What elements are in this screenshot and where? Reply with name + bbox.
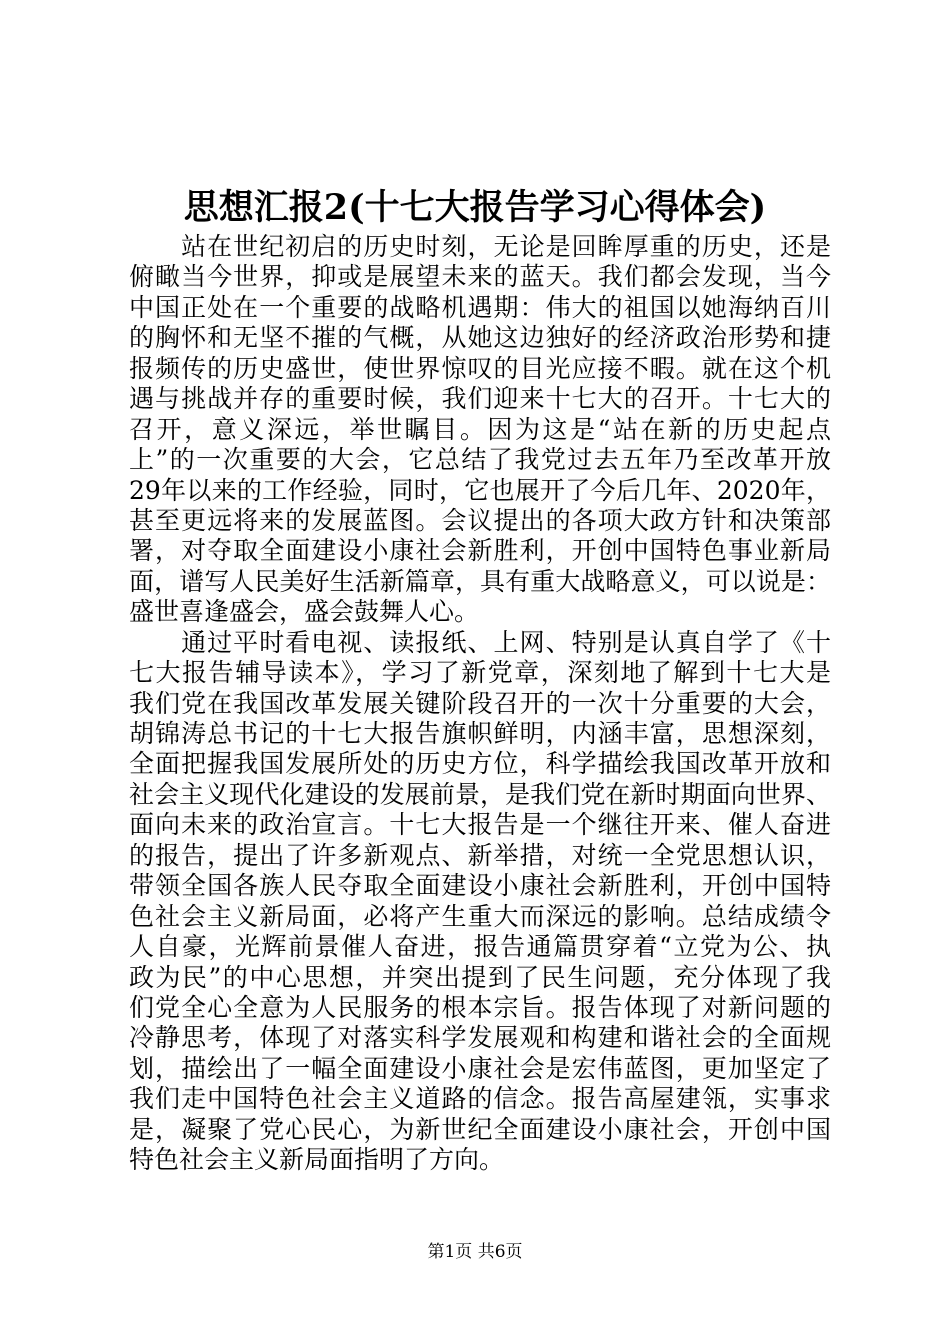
text-line: 划，描绘出了一幅全面建设小康社会是宏伟蓝图，更加坚定了: [129, 1053, 831, 1083]
text-line: 遇与挑战并存的重要时候，我们迎来十七大的召开。十七大的: [129, 384, 831, 414]
text-line: 我们党在我国改革发展关键阶段召开的一次十分重要的大会，: [129, 688, 831, 718]
text-line: 人自豪，光辉前景催人奋进，报告通篇贯穿着“立党为公、执: [129, 932, 831, 962]
text-line: 带领全国各族人民夺取全面建设小康社会新胜利，开创中国特: [129, 871, 831, 901]
text-line: 的报告，提出了许多新观点、新举措，对统一全党思想认识，: [129, 840, 831, 870]
text-line: 俯瞰当今世界，抑或是展望未来的蓝天。我们都会发现，当今: [129, 262, 831, 292]
text-line: 全面把握我国发展所处的历史方位，科学描绘我国改革开放和: [129, 749, 831, 779]
text-line: 盛世喜逢盛会，盛会鼓舞人心。: [129, 597, 480, 627]
text-line: 通过平时看电视、读报纸、上网、特别是认真自学了《十: [129, 627, 831, 657]
text-line: 29年以来的工作经验，同时，它也展开了今后几年、2020年，: [129, 475, 831, 505]
text-line: 上”的一次重要的大会，它总结了我党过去五年乃至改革开放: [129, 445, 831, 475]
document-body: [129, 232, 831, 1176]
text-line: 面，谱写人民美好生活新篇章，具有重大战略意义，可以说是：: [129, 566, 831, 596]
page-number-footer: 第1页 共6页: [427, 1242, 523, 1262]
text-line: 的胸怀和无坚不摧的气概，从她这边独好的经济政治形势和捷: [129, 323, 831, 353]
text-line: 色社会主义新局面，必将产生重大而深远的影响。总结成绩令: [129, 901, 831, 931]
text-line: 站在世纪初启的历史时刻，无论是回眸厚重的历史，还是: [129, 232, 831, 261]
text-line: 报频传的历史盛世，使世界惊叹的目光应接不暇。就在这个机: [129, 353, 831, 383]
text-line: 召开，意义深远，举世瞩目。因为这是“站在新的历史起点: [129, 414, 831, 444]
text-line: 中国正处在一个重要的战略机遇期：伟大的祖国以她海纳百川: [129, 292, 831, 322]
document-title: 思想汇报2(十七大报告学习心得体会): [183, 187, 767, 228]
text-line: 冷静思考，体现了对落实科学发展观和构建和谐社会的全面规: [129, 1023, 831, 1053]
text-line: 我们走中国特色社会主义道路的信念。报告高屋建瓴，实事求: [129, 1084, 831, 1114]
text-line: 特色社会主义新局面指明了方向。: [129, 1145, 505, 1175]
paragraph-1: [129, 232, 831, 628]
paragraph-2: [129, 628, 831, 1176]
text-line: 署，对夺取全面建设小康社会新胜利，开创中国特色事业新局: [129, 536, 831, 566]
text-line: 政为民”的中心思想，并突出提到了民生问题，充分体现了我: [129, 962, 831, 992]
text-line: 面向未来的政治宣言。十七大报告是一个继往开来、催人奋进: [129, 810, 831, 840]
text-line: 们党全心全意为人民服务的根本宗旨。报告体现了对新问题的: [129, 992, 831, 1022]
text-line: 是，凝聚了党心民心，为新世纪全面建设小康社会，开创中国: [129, 1114, 831, 1144]
text-line: 社会主义现代化建设的发展前景，是我们党在新时期面向世界、: [129, 779, 831, 809]
text-line: 七大报告辅导读本》，学习了新党章，深刻地了解到十七大是: [129, 658, 831, 688]
text-line: 甚至更远将来的发展蓝图。会议提出的各项大政方针和决策部: [129, 505, 831, 535]
text-line: 胡锦涛总书记的十七大报告旗帜鲜明，内涵丰富，思想深刻，: [129, 719, 831, 748]
